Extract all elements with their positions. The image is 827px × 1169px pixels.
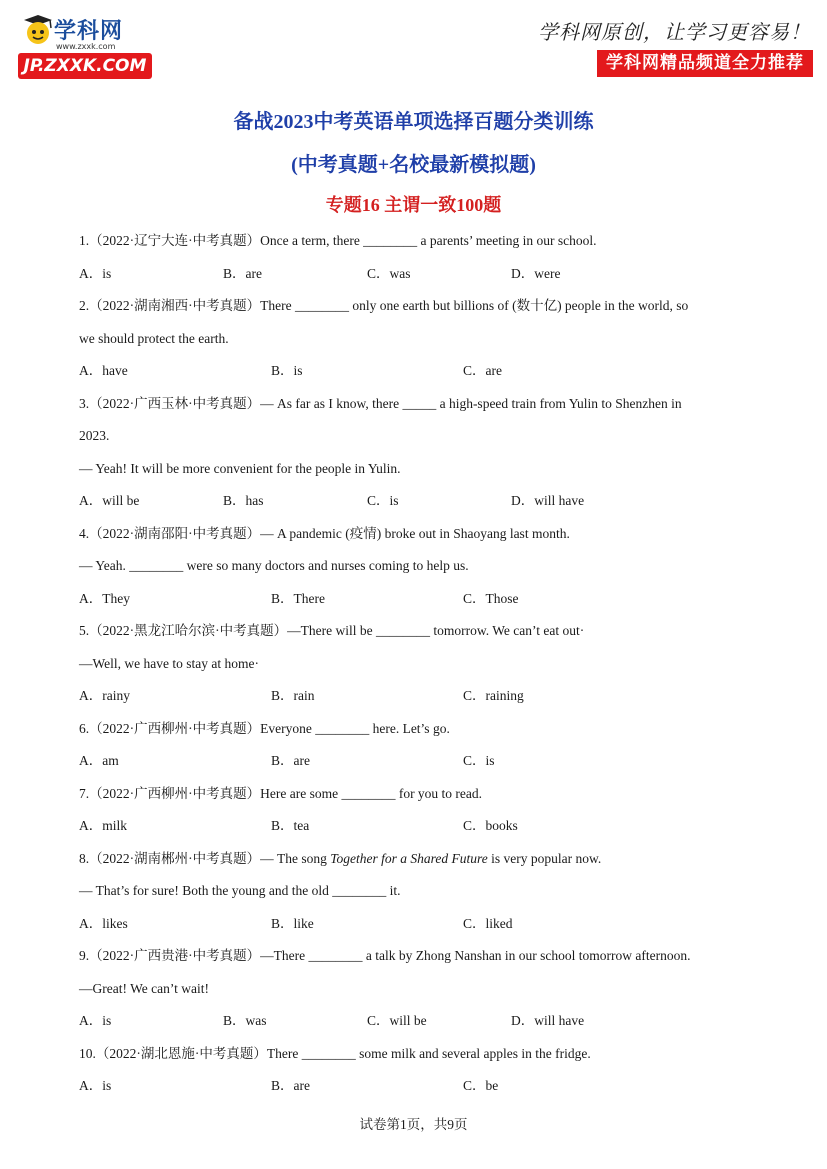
question-3-text-cont: 2023. — [79, 428, 110, 443]
question-5-option-b: B．rain — [271, 688, 315, 703]
question-6-option-b: B．are — [271, 753, 310, 768]
question-4-option-c: C．Those — [463, 591, 519, 606]
lightbulb-mascot-icon — [18, 12, 58, 52]
question-9-text: 9.（2022·广西贵港·中考真题）—There ________ a talk by Zhong Nanshan in our school tomorrow afternoon. — [79, 948, 691, 963]
question-4-option-a: A．They — [79, 591, 130, 606]
question-10-option-a: A．is — [79, 1078, 112, 1093]
question-10-option-b: B．are — [271, 1078, 310, 1093]
question-3-option-a: A．will be — [79, 493, 140, 508]
question-9-dialogue: —Great! We can’t wait! — [79, 981, 209, 996]
question-8-dialogue: — That’s for sure! Both the young and the old ________ it. — [79, 883, 401, 898]
question-8-option-b: B．like — [271, 916, 314, 931]
topic-title: 专题16 主谓一致100题 — [325, 195, 502, 215]
slogan: 学科网原创，让学习更容易！ — [538, 20, 811, 44]
question-3-option-b: B．has — [223, 493, 264, 508]
question-1-option-b: B．are — [223, 266, 262, 281]
question-1-text: 1.（2022·辽宁大连·中考真题）Once a term, there ________ a parents’ meeting in our school. — [79, 233, 597, 248]
question-9-option-a: A．is — [79, 1013, 112, 1028]
question-7-option-b: B．tea — [271, 818, 310, 833]
question-2-option-a: A．have — [79, 363, 128, 378]
document-title: 备战2023中考英语单项选择百题分类训练 — [233, 111, 594, 133]
question-9-option-d: D．will have — [511, 1013, 585, 1028]
question-2-option-c: C．are — [463, 363, 502, 378]
question-9-option-c: C．will be — [367, 1013, 427, 1028]
question-3-dialogue: — Yeah! It will be more convenient for the people in Yulin. — [79, 461, 401, 476]
question-5-dialogue: —Well, we have to stay at home· — [79, 656, 259, 671]
question-10-text: 10.（2022·湖北恩施·中考真题）There ________ some milk and several apples in the fridge. — [79, 1046, 591, 1061]
question-6-option-c: C．is — [463, 753, 495, 768]
question-4-dialogue: — Yeah. ________ were so many doctors and nurses coming to help us. — [79, 558, 469, 573]
question-2-option-b: B．is — [271, 363, 303, 378]
question-3-option-d: D．will have — [511, 493, 585, 508]
question-2-text: 2.（2022·湖南湘西·中考真题）There ________ only one earth but billions of (数十亿) people in the world, so — [79, 298, 689, 313]
question-9-option-b: B．was — [223, 1013, 267, 1028]
question-7-text: 7.（2022·广西柳州·中考真题）Here are some ________ for you to read. — [79, 786, 483, 801]
question-2-text-cont: we should protect the earth. — [79, 331, 229, 346]
question-8-text: 8.（2022·湖南郴州·中考真题）— The song Together for a Shared Future is very popular now. — [79, 851, 602, 866]
question-5-option-a: A．rainy — [79, 688, 130, 703]
logo-text: 学科网 — [54, 19, 124, 44]
question-1-option-c: C．was — [367, 266, 411, 281]
document-subtitle: (中考真题+名校最新模拟题) — [291, 154, 536, 176]
logo-url: www.zxxk.com — [56, 42, 116, 51]
question-4-text: 4.（2022·湖南邵阳·中考真题）— A pandemic (疫情) broke out in Shaoyang last month. — [79, 526, 570, 541]
question-5-option-c: C．raining — [463, 688, 524, 703]
question-8-option-a: A．likes — [79, 916, 128, 931]
question-1-option-d: D．were — [511, 266, 561, 281]
question-7-option-a: A．milk — [79, 818, 128, 833]
question-6-text: 6.（2022·广西柳州·中考真题）Everyone ________ here. Let’s go. — [79, 721, 450, 736]
question-6-option-a: A．am — [79, 753, 119, 768]
page-footer: 试卷第1页，共9页 — [359, 1117, 468, 1132]
question-1-option-a: A．is — [79, 266, 112, 281]
song-title: Together for a Shared Future — [330, 851, 488, 866]
question-3-option-c: C．is — [367, 493, 399, 508]
logo — [18, 12, 158, 82]
channel-badge: 学科网精品频道全力推荐 — [597, 50, 813, 77]
question-4-option-b: B．There — [271, 591, 325, 606]
question-10-option-c: C．be — [463, 1078, 499, 1093]
question-8-option-c: C．liked — [463, 916, 513, 931]
question-5-text: 5.（2022·黑龙江哈尔滨·中考真题）—There will be ________ tomorrow. We can’t eat out· — [79, 623, 585, 638]
site-badge: JP.ZXXK.COM — [18, 53, 152, 79]
question-7-option-c: C．books — [463, 818, 518, 833]
question-3-text: 3.（2022·广西玉林·中考真题）— As far as I know, there _____ a high-speed train from Yulin to Shenzhen in — [79, 396, 682, 411]
